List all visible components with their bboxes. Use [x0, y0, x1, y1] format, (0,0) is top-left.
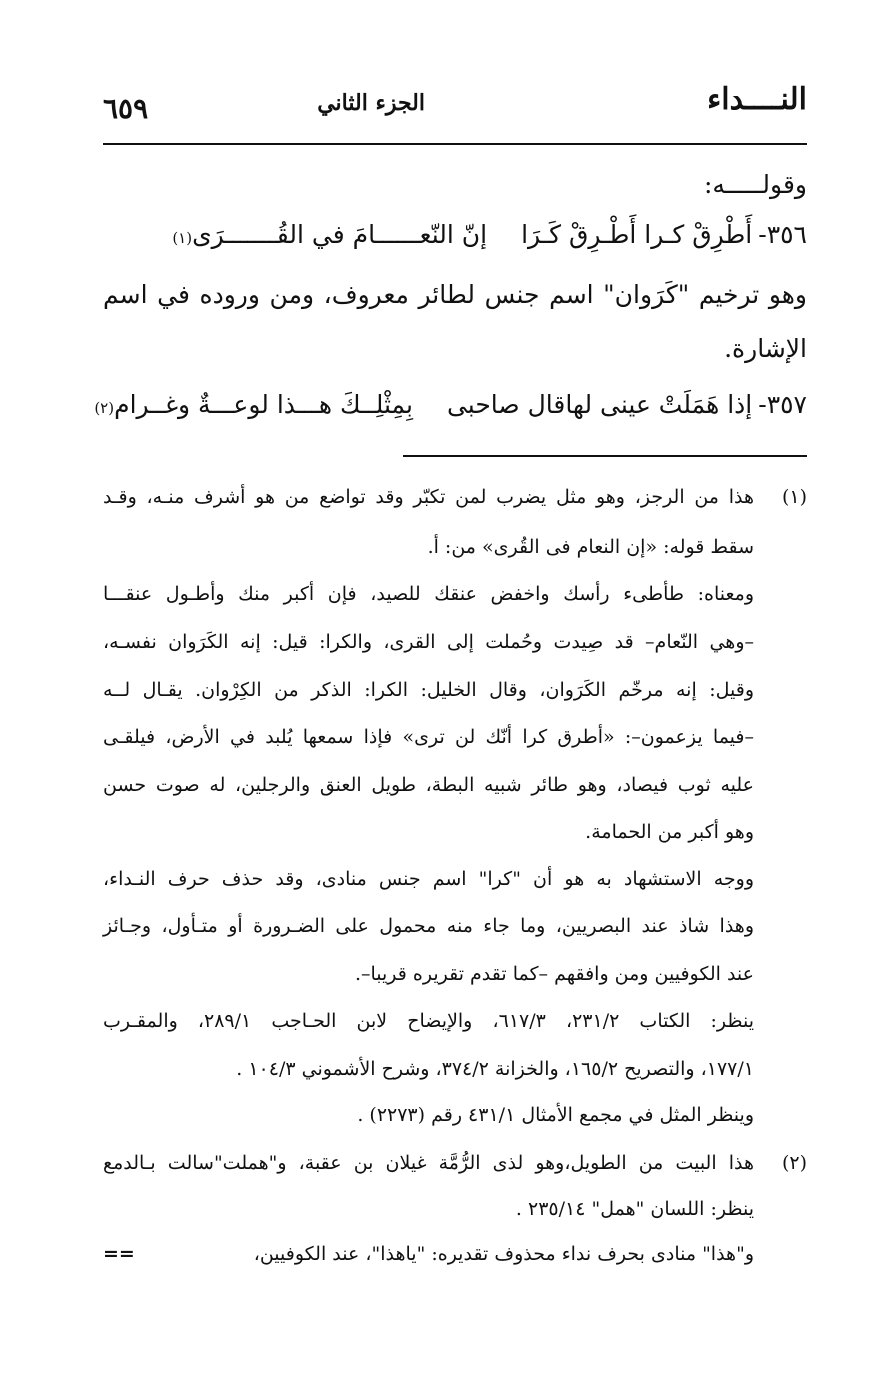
footnote-line: –وهي النّعام– قد صِيدت وحُملت إلى القرى، والكرا: قيل: إنه الكَرَوان نفسـه،	[103, 631, 754, 653]
verse-356	[172, 222, 807, 247]
footnote-line: –فيما يزعمون–: «أطرق كرا أنّك لن ترى» فإذا سمعها يُلبد في الأرض، فيلقـى	[103, 726, 754, 748]
chapter-title: النــــداء	[707, 82, 807, 117]
footnote-line: وهذا شاذ عند البصريين، وما جاء منه محمول على الضـرورة أو متـأول، وجـائز	[103, 915, 754, 937]
footnote-line: هذا البيت من الطويل،وهو لذى الرُّمَّة غيلان بن عقبة، و"هملت"سالت بـالدمع	[103, 1152, 754, 1174]
header-rule	[103, 143, 807, 145]
footnote-line: ١٧٧/١، والتصريح ١٦٥/٢، والخزانة ٣٧٤/٢، وشرح الأشموني ١٠٤/٣ .	[236, 1058, 754, 1080]
verse-hemistich-first: إذا هَمَلَتْ عينى لهاقال صاحبى	[446, 390, 753, 419]
footnote-reference[interactable]: (٢)	[94, 399, 115, 417]
footnote-number: (٢)	[781, 1152, 807, 1174]
verse-357	[94, 392, 807, 417]
verse-hemistich-first: أَطْرِقْ كـرا أَطْـرِقْ كَـرَا	[521, 220, 753, 249]
footnote-line: ينظر: اللسان "همل" ٢٣٥/١٤ .	[515, 1198, 754, 1220]
verse-number: ٣٥٧-	[758, 390, 807, 419]
part-label: الجزء الثاني	[317, 90, 425, 116]
verse-number: ٣٥٦-	[758, 220, 807, 249]
footnote-line: وهو أكبر من الحمامة.	[585, 821, 754, 843]
footnote-reference[interactable]: (١)	[172, 229, 193, 247]
footnote-line: هذا من الرجز، وهو مثل يضرب لمن تكبّر وقد تواضع من هو أشرف منـه، وقـد	[103, 486, 754, 508]
explanation-line: الإشارة.	[724, 334, 807, 363]
footnote-line: ينظر: الكتاب ٢٣١/٢، ٦١٧/٣، والإيضاح لابن الحـاجب ٢٨٩/١، والمقـرب	[103, 1010, 755, 1032]
footnote-line: عند الكوفيين ومن وافقهم –كما تقدم تقريره قريبا–.	[354, 963, 754, 985]
footnote-line: وقيل: إنه مرخّم الكَرَوان، وقال الخليل: الكرا: الذكر من الكِرْوان. يقـال لــه	[103, 679, 754, 701]
verse-hemistich-second: بِمِثْلِــكَ هـــذا لوعـــةٌ وغــرام	[114, 390, 413, 419]
footnote-line: سقط قوله: «إن النعام فى القُرى» من: أ.	[427, 536, 754, 558]
footnote-separator	[403, 455, 807, 457]
footnote-line: و"هذا" منادى بحرف نداء محذوف تقديره: "ياهذا"، عند الكوفيين،	[253, 1243, 754, 1265]
footnote-line: ومعناه: طأطىء رأسك واخفض عنقك للصيد، فإن أكبر منك وأطـول عنقـــا	[103, 583, 754, 605]
footnote-line: ووجه الاستشهاد به هو أن "كرا" اسم جنس منادى، وقد حذف حرف النـداء،	[103, 868, 754, 890]
footnote-line: عليه ثوب فيصاد، وهو طائر شبيه البطة، طويل العنق والرجلين، له صوت حسن	[103, 774, 754, 796]
verse-hemistich-second: إنّ النّعــــــامَ في القُـــــــرَى	[192, 220, 488, 249]
continuation-mark: ==	[103, 1243, 135, 1265]
page-number: ٦٥٩	[103, 92, 149, 125]
explanation-line: وهو ترخيم "كَرَوان" اسم جنس لطائر معروف، ومن وروده في اسم	[103, 280, 807, 309]
footnote-line: وينظر المثل في مجمع الأمثال ٤٣١/١ رقم (٢٢٧٣) .	[357, 1104, 754, 1126]
intro-text: وقولـــــه:	[703, 170, 807, 199]
footnote-number: (١)	[781, 486, 807, 508]
